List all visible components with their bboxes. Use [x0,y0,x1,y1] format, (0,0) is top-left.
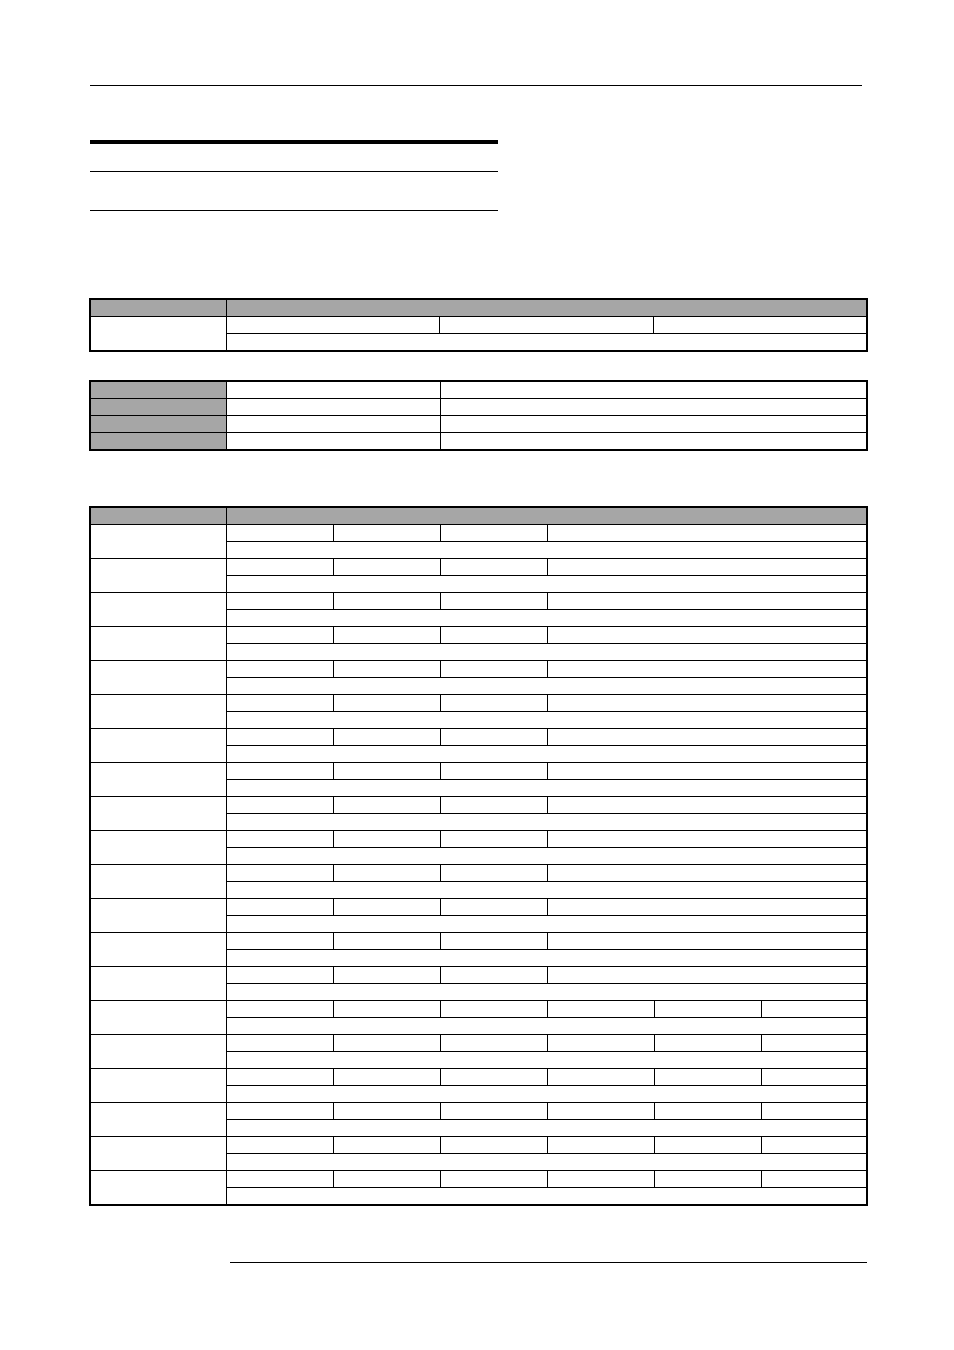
table-cell [91,899,227,933]
table-cell [227,1052,867,1069]
table-cell [227,763,334,780]
table-cell [227,644,867,661]
table-cell [441,559,548,576]
table-row [91,1137,867,1154]
table-cell [548,865,867,882]
table-row [91,525,867,542]
table-cell [334,899,441,916]
table-cell [227,1103,334,1120]
table-cell [548,593,867,610]
table-row [91,1035,867,1052]
table-cell [548,661,867,678]
table-cell [91,1103,227,1137]
table-cell [227,1171,334,1188]
table-cell [91,763,227,797]
table-cell [655,1137,762,1154]
table-cell [91,831,227,865]
table-cell [334,1001,441,1018]
table-cell [441,382,867,399]
table-row [91,1069,867,1086]
table-cell [655,1171,762,1188]
table-cell [227,746,867,763]
table-row [91,433,867,450]
table-cell [227,950,867,967]
table-cell [441,933,548,950]
table-cell [441,865,548,882]
table-cell [227,627,334,644]
table-cell [227,933,334,950]
table-cell [334,729,441,746]
table-cell [762,1171,867,1188]
table-cell [227,780,867,797]
table-cell [227,334,867,351]
table-cell [334,1103,441,1120]
title-thin-rule [90,171,498,172]
table-cell [334,831,441,848]
table-cell [91,593,227,627]
table-cell [655,1001,762,1018]
table-cell [653,317,866,334]
table-cell [548,1001,655,1018]
table-cell [91,1069,227,1103]
table-header-cell [91,416,227,433]
table-row [91,399,867,416]
table-cell [227,916,867,933]
table-cell [227,882,867,899]
table-cell [227,525,334,542]
table-cell [227,661,334,678]
table-cell [441,1001,548,1018]
table-row [91,899,867,916]
table-cell [227,399,441,416]
table-cell [227,317,440,334]
table-cell [441,695,548,712]
table-row [91,593,867,610]
table-cell [548,967,867,984]
table-cell [91,695,227,729]
table-cell [91,525,227,559]
table-cell [548,797,867,814]
table-cell [227,1188,867,1205]
table-cell [227,899,334,916]
table-row [91,1171,867,1188]
table-cell [441,661,548,678]
table-cell [334,1069,441,1086]
table-cell [227,1069,334,1086]
footer-rule [230,1262,867,1263]
table-cell [91,933,227,967]
table-header-cell [91,300,227,317]
table-cell [655,1035,762,1052]
table-cell [91,559,227,593]
table-cell [334,559,441,576]
table-cell [441,1137,548,1154]
table-cell [441,1069,548,1086]
table-cell [227,729,334,746]
table-row [91,763,867,780]
table-row [91,317,867,334]
table-cell [227,1018,867,1035]
table-cell [227,559,334,576]
table-cell [334,1035,441,1052]
table-cell [334,865,441,882]
table-cell [227,865,334,882]
table-cell [441,627,548,644]
table-row [91,797,867,814]
table-cell [548,1137,655,1154]
table-cell [548,695,867,712]
table-cell [334,933,441,950]
table-cell [91,317,227,351]
table-cell [334,695,441,712]
table-row [91,559,867,576]
table-cell [334,627,441,644]
table-cell [762,1001,867,1018]
table-row [91,300,867,317]
table-cell [441,416,867,433]
table-row [91,729,867,746]
table-cell [440,317,653,334]
table-cell [227,967,334,984]
table-cell [227,831,334,848]
table-cell [548,1035,655,1052]
table-row [91,933,867,950]
table-cell [227,1120,867,1137]
table-cell [334,1171,441,1188]
table-cell [441,1171,548,1188]
table-cell [441,433,867,450]
table-cell [227,1137,334,1154]
table-cell [441,399,867,416]
table-cell [227,695,334,712]
table-row [91,508,867,525]
table-cell [227,678,867,695]
table-cell [334,593,441,610]
table-cell [334,797,441,814]
table-header-cell [227,300,867,317]
table-cell [762,1069,867,1086]
table-cell [548,899,867,916]
table-cell [227,1035,334,1052]
table-cell [548,1171,655,1188]
table-cell [91,865,227,899]
table-cell [91,1137,227,1171]
table-cell [227,814,867,831]
table-cell [227,433,441,450]
table-cell [334,1137,441,1154]
table-cell [227,610,867,627]
table-cell [91,1171,227,1205]
table-cell [334,967,441,984]
table-cell [441,763,548,780]
table-cell [548,559,867,576]
table-cell [762,1137,867,1154]
table-cell [548,933,867,950]
table-cell [227,1086,867,1103]
table-cell [441,1035,548,1052]
table-cell [762,1103,867,1120]
table-cell [441,1103,548,1120]
table-row [91,1103,867,1120]
table-cell [441,967,548,984]
table-cell [441,729,548,746]
table-cell [441,797,548,814]
table-cell [548,1103,655,1120]
table-cell [91,797,227,831]
table-cell [91,1035,227,1069]
table-cell [91,1001,227,1035]
table-row [91,831,867,848]
table-row [91,661,867,678]
header-rule [90,85,862,86]
table-row [91,865,867,882]
table-row [91,382,867,399]
table-cell [334,525,441,542]
table-cell [334,661,441,678]
table-cell [227,848,867,865]
table-header-cell [91,399,227,416]
table-cell [227,1154,867,1171]
table-1 [90,299,867,351]
table-cell [227,712,867,729]
table-cell [227,593,334,610]
table-row [91,627,867,644]
table-cell [548,763,867,780]
table-cell [441,525,548,542]
table-cell [762,1035,867,1052]
table-cell [548,1069,655,1086]
table-cell [227,984,867,1001]
table-cell [227,416,441,433]
table-cell [227,382,441,399]
table-cell [227,797,334,814]
table-header-cell [91,508,227,525]
table-row [91,1001,867,1018]
table-cell [441,593,548,610]
table-cell [655,1069,762,1086]
table-row [91,967,867,984]
table-cell [441,899,548,916]
table-row [91,695,867,712]
table-cell [548,831,867,848]
table-cell [441,831,548,848]
table-cell [91,627,227,661]
table-row [91,416,867,433]
table-header-cell [91,433,227,450]
table-cell [227,542,867,559]
table-cell [91,967,227,1001]
table-cell [91,661,227,695]
table-2 [90,381,867,450]
table-header-cell [227,508,867,525]
table-cell [334,763,441,780]
table-cell [91,729,227,763]
title-thick-rule [90,140,498,144]
table-cell [655,1103,762,1120]
table-3 [90,507,867,1205]
table-header-cell [91,382,227,399]
table-cell [227,576,867,593]
table-cell [548,729,867,746]
table-cell [227,1001,334,1018]
subtitle-rule [90,210,498,211]
table-cell [548,525,867,542]
table-cell [548,627,867,644]
